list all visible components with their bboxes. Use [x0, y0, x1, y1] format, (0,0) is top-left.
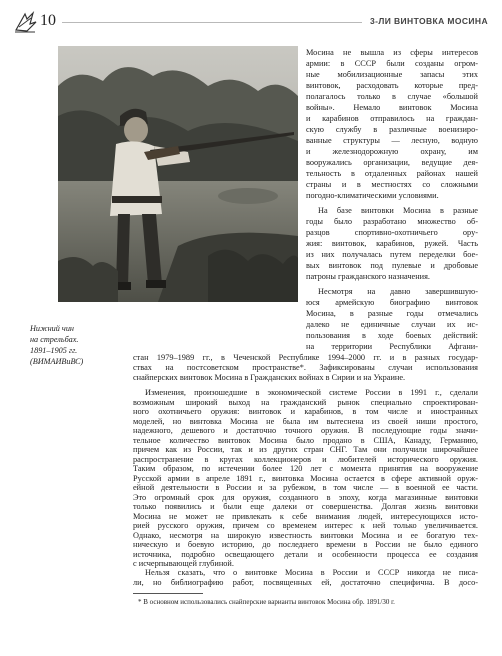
footnote: * В основном использовались снайперские варианты винтовок Мосина обр. 1891/30 г.	[138, 598, 395, 606]
text-line: патроны гражданского назначения.	[306, 272, 431, 281]
text-line: Мосина не вышла из сферы интересов	[306, 48, 478, 57]
text-line: причем как из России, так и из других стран СНГ. Там они получили широчайшее	[133, 445, 478, 454]
text-line: тельность в отдаленных районах нашей	[306, 169, 478, 178]
text-line: Мосина не может не привлекать к себе внимания людей, интересующихся исто-	[133, 511, 478, 521]
text-line: на территории Республики Афгани-	[306, 342, 478, 351]
text-line: Мосина, в разные годы отмечались	[306, 309, 478, 318]
text-line: Нельзя сказать, что о винтовке Мосина в России и СССР никогда не писа-	[145, 568, 478, 577]
text-line: и железнодорожную охрану, им	[306, 147, 478, 156]
emblem-icon	[13, 10, 39, 34]
text-line: из них получалась путем переделки бое-	[306, 250, 478, 259]
text-line: стан 1979–1989 гг., в Чеченской Республике 1994–2000 гг. и в разных государ-	[133, 353, 478, 362]
text-line: ническую и боевую историю, до последнего времени в России не было единого	[133, 540, 478, 549]
text-line: и карабинов отправилось на граждан-	[306, 114, 478, 123]
text-line: ного охотничьего оружия: винтовок и карабинов, в том числе и иностранных	[133, 407, 478, 416]
caption-line: (ВИМАИВиВС)	[30, 357, 84, 366]
text-line: распространение в кругах коллекционеров и любителей исторического оружия.	[133, 454, 478, 464]
text-line: погодно-климатическими условиями.	[306, 191, 439, 200]
text-line: надежного, дешевого и достаточно точного оружия. В последующие годы значи-	[133, 426, 478, 435]
soldier-photo	[58, 46, 298, 302]
text-line: Это огромный срок для оружия, созданного в эпоху, когда магазинные винтовки	[133, 492, 478, 502]
text-line: винтовок, расходовать которые пред-	[306, 81, 478, 90]
caption-line: на стрельбах.	[30, 335, 79, 344]
text-line: источника, подробно освещающего детали и особенности процесса ее создания	[133, 549, 478, 559]
text-line: жия: винтовок, карабинов, ружей. Часть	[306, 239, 478, 248]
caption-line: Нижний чин	[30, 324, 74, 333]
text-line: Таким образом, по истечении более 120 лет с момента принятия на вооружение	[133, 464, 478, 473]
text-line: далеко не единичные случаи их ис-	[306, 320, 478, 329]
text-line: вых винтовок под пулевые и дробовые	[306, 261, 478, 270]
text-line: годы было разработано множество об-	[306, 217, 478, 226]
text-line: рией русского оружия, причем со временем интерес к ней только увеличивается.	[133, 521, 478, 530]
text-line: возможным широкий выход на гражданский рынок специально спроектирован-	[133, 397, 478, 407]
text-line: армии: в СССР были созданы огром-	[306, 59, 478, 68]
text-line: ные мобилизационные запасы этих	[306, 70, 478, 79]
text-line: с исчерпывающей глубиной.	[133, 559, 234, 568]
text-line: моделей, но винтовка Мосина не была им вытеснена из своей ниши простого,	[133, 416, 478, 426]
text-line: юся армейскую биографию винтовок	[306, 298, 478, 307]
text-line: страны и в местностях со сложными	[306, 180, 478, 189]
text-line: ли, но библиографию работ, посвященных ей, достаточно специфична. В досо-	[133, 578, 478, 587]
photo-caption	[30, 323, 120, 367]
text-line: ствах на постсоветском пространстве*. Зафиксированы случаи использования	[133, 363, 478, 372]
text-line: снайперских винтовок Мосина в Гражданских войнах в Сирии и на Украине.	[133, 373, 406, 382]
text-line: Однако, несмотря на широкую известность винтовки Мосина и ее богатую тех-	[133, 530, 478, 540]
text-line: разцов спортивно-охотничьего ору-	[306, 228, 478, 237]
text-line: войны». Немало винтовок Мосина	[306, 103, 478, 112]
header-rule	[62, 22, 362, 23]
text-line: Изменения, произошедшие в экономической системе России в 1991 г., сделали	[145, 388, 478, 397]
text-line: пользования в ходе боевых действий:	[306, 331, 478, 340]
text-line: Русской армии в апреле 1891 г., винтовка Мосина остается в сфере активной оруж-	[133, 473, 478, 483]
text-line: На базе винтовки Мосина в разные	[318, 206, 478, 215]
text-line: Несмотря на давно завершившую-	[318, 287, 478, 296]
text-line: вооружались организации, ведущие дея-	[306, 158, 478, 167]
running-title: 3-ЛИ ВИНТОВКА МОСИНА	[369, 16, 488, 26]
footnote-rule	[133, 593, 203, 594]
caption-line: 1891–1905 гг.	[30, 346, 78, 355]
text-line: полагалось только в случае «большой	[306, 92, 478, 101]
text-line: скую службу в различные военизиро-	[306, 125, 478, 134]
text-line: только появились и были еще далеки от совершенства. Долгая жизнь винтовки	[133, 502, 478, 511]
text-line: тельное количество винтовок Мосина было продано в США, Канаду, Германию,	[133, 435, 478, 445]
text-line: ванные структуры — лесную, водную	[306, 136, 478, 145]
text-line: ейной деятельности в России и за рубежом, в том числе — в военной ее части.	[133, 483, 478, 492]
page-number: 10	[40, 12, 56, 29]
